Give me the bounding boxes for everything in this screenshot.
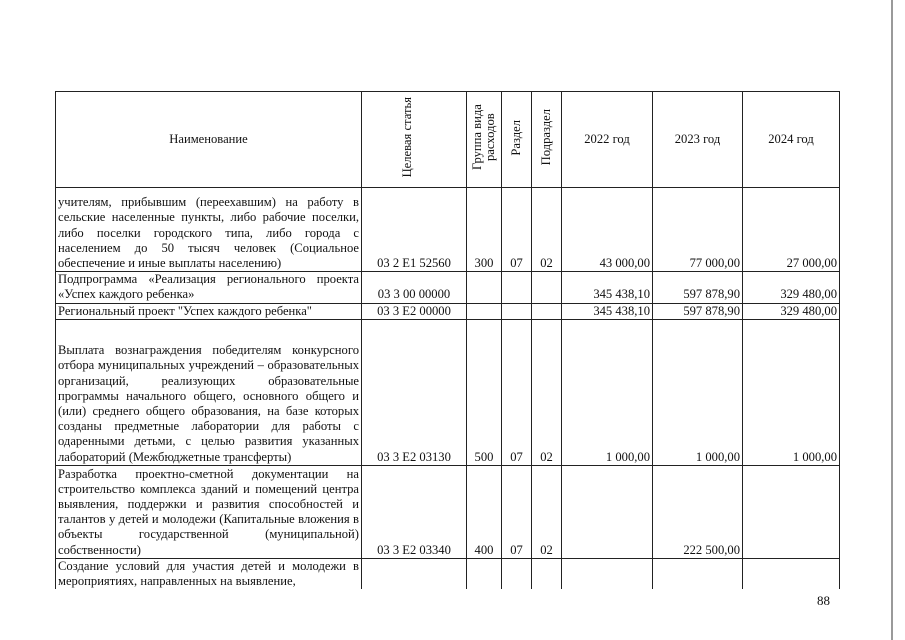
page-number: 88 bbox=[817, 593, 830, 608]
table-row bbox=[56, 272, 840, 303]
row-section: 07 bbox=[502, 188, 532, 272]
header-2022: 2022 год bbox=[562, 92, 653, 188]
header-2024: 2024 год bbox=[743, 92, 840, 188]
row-subsection: 02 bbox=[532, 188, 562, 272]
row-group: 300 bbox=[467, 188, 502, 272]
row-2022: 1 000,00 bbox=[562, 319, 653, 465]
row-2022 bbox=[562, 558, 653, 589]
header-expense-group-label: Группа вида расходов bbox=[470, 104, 497, 171]
row-2023: 597 878,90 bbox=[653, 272, 743, 303]
row-2022: 43 000,00 bbox=[562, 188, 653, 272]
row-section: 07 bbox=[502, 319, 532, 465]
row-section: 07 bbox=[502, 465, 532, 558]
row-target: 03 3 Е2 03340 bbox=[362, 465, 467, 558]
row-2024 bbox=[743, 465, 840, 558]
row-subsection bbox=[532, 303, 562, 319]
table-row bbox=[56, 465, 840, 558]
row-2022 bbox=[562, 465, 653, 558]
row-target: 03 3 Е2 00000 bbox=[362, 303, 467, 319]
table-row bbox=[56, 188, 840, 272]
header-expense-group bbox=[467, 92, 502, 188]
header-subsection bbox=[532, 92, 562, 188]
row-2023: 597 878,90 bbox=[653, 303, 743, 319]
row-group bbox=[467, 558, 502, 589]
row-2024: 329 480,00 bbox=[743, 272, 840, 303]
row-subsection: 02 bbox=[532, 319, 562, 465]
table-row bbox=[56, 558, 840, 589]
row-name: Выплата вознаграждения победителям конкурсного отбора муниципальных учреждений – образовательных организаций, реализующих образовательные программы начального общего, основного общего и (или) среднего общего образования, на базе которых созданы предметные лаборатории для работы с одаренными детьми, с целью развития указанных лабораторий (Межбюджетные трансферты) bbox=[56, 319, 362, 465]
row-subsection bbox=[532, 272, 562, 303]
row-section bbox=[502, 303, 532, 319]
table-header-row bbox=[56, 92, 840, 188]
scan-page-edge bbox=[891, 0, 893, 640]
row-group bbox=[467, 272, 502, 303]
row-group bbox=[467, 303, 502, 319]
row-subsection: 02 bbox=[532, 465, 562, 558]
row-section bbox=[502, 272, 532, 303]
row-target: 03 3 Е2 03130 bbox=[362, 319, 467, 465]
row-subsection bbox=[532, 558, 562, 589]
row-2023: 1 000,00 bbox=[653, 319, 743, 465]
header-section-label: Раздел bbox=[509, 119, 523, 156]
header-subsection-label: Подраздел bbox=[539, 109, 553, 166]
row-name: Разработка проектно-сметной документации на строительство комплекса зданий и помещений центра выявления, поддержки и развития способностей и талантов у детей и молодежи (Капитальные вложения в объекты государственной (муниципальной) собственности) bbox=[56, 465, 362, 558]
header-section bbox=[502, 92, 532, 188]
header-name: Наименование bbox=[56, 92, 362, 188]
header-target-article-label: Целевая статья bbox=[400, 97, 414, 178]
row-2024: 1 000,00 bbox=[743, 319, 840, 465]
row-group: 500 bbox=[467, 319, 502, 465]
row-name: Подпрограмма «Реализация регионального проекта «Успех каждого ребенка» bbox=[56, 272, 362, 303]
row-2022: 345 438,10 bbox=[562, 303, 653, 319]
table-row bbox=[56, 319, 840, 465]
row-name: учителям, прибывшим (переехавшим) на работу в сельские населенные пункты, либо рабочие поселки, либо поселки городского типа, либо города с населением до 50 тысяч человек (Социальное обеспечение и иные выплаты населению) bbox=[56, 188, 362, 272]
table-row bbox=[56, 303, 840, 319]
row-2022: 345 438,10 bbox=[562, 272, 653, 303]
row-name: Создание условий для участия детей и молодежи в мероприятиях, направленных на выявление, bbox=[56, 558, 362, 589]
row-2024 bbox=[743, 558, 840, 589]
row-target: 03 2 Е1 52560 bbox=[362, 188, 467, 272]
row-2023: 222 500,00 bbox=[653, 465, 743, 558]
row-2023 bbox=[653, 558, 743, 589]
header-target-article bbox=[362, 92, 467, 188]
row-2023: 77 000,00 bbox=[653, 188, 743, 272]
header-2023: 2023 год bbox=[653, 92, 743, 188]
row-name: Региональный проект "Успех каждого ребенка" bbox=[56, 303, 362, 319]
budget-table bbox=[55, 91, 840, 589]
row-2024: 27 000,00 bbox=[743, 188, 840, 272]
row-target: 03 3 00 00000 bbox=[362, 272, 467, 303]
row-section bbox=[502, 558, 532, 589]
row-2024: 329 480,00 bbox=[743, 303, 840, 319]
row-group: 400 bbox=[467, 465, 502, 558]
row-target bbox=[362, 558, 467, 589]
